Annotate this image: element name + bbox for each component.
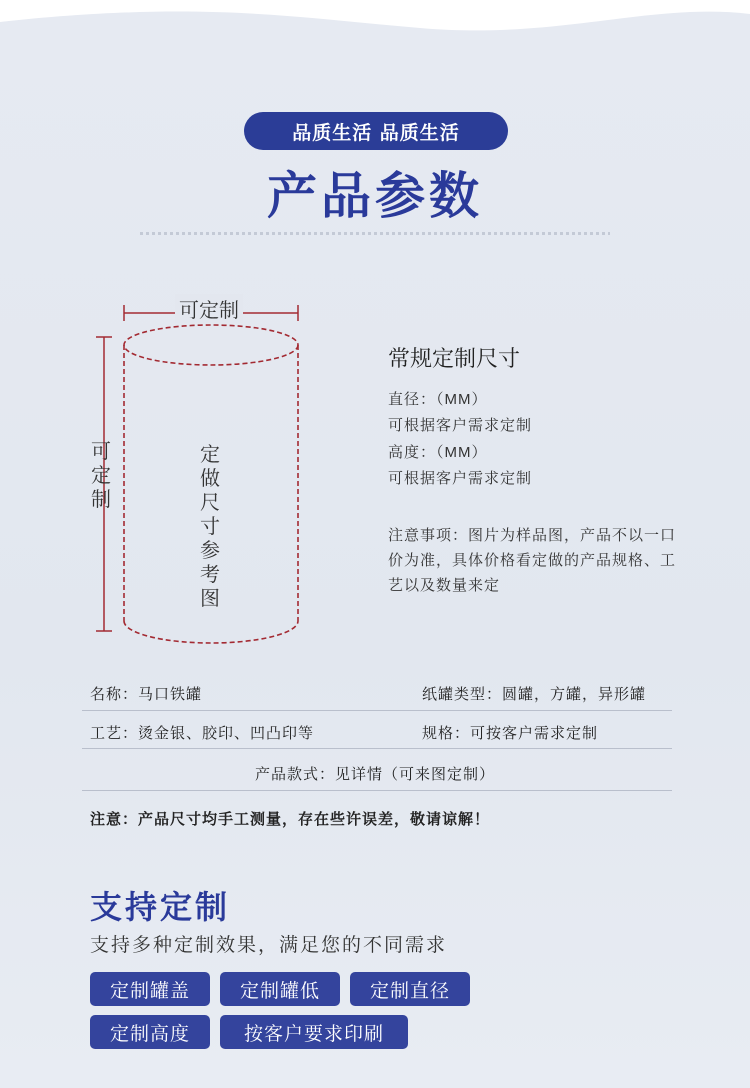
height-label: 可定制 [91, 441, 111, 511]
param-size: 规格：可按客户需求定制 [422, 725, 599, 742]
title-divider [140, 232, 610, 235]
quality-badge: 品质生活 品质生活 [244, 112, 508, 150]
spec-heading: 常规定制尺寸 [388, 346, 521, 371]
spec-notice [388, 523, 728, 598]
param-type: 纸罐类型：圆罐，方罐，异形罐 [422, 686, 647, 703]
top-wave-decoration [0, 0, 750, 60]
param-name: 名称：马口铁罐 [90, 686, 203, 703]
notice-line: 艺以及数量来定 [388, 577, 501, 594]
page-title: 产品参数 [267, 166, 483, 225]
chip-custom-diameter: 定制直径 [350, 972, 470, 1006]
table-divider [82, 710, 672, 711]
notice-line: 价为准，具体价格看定做的产品规格、工 [388, 552, 677, 569]
size-diagram [80, 285, 320, 655]
measurement-notice: 注意：产品尺寸均手工测量，存在些许误差，敬请谅解！ [90, 811, 491, 828]
custom-title: 支持定制 [90, 889, 231, 925]
spec-diameter-note: 可根据客户需求定制 [388, 417, 533, 434]
table-divider [82, 748, 672, 749]
param-craft: 工艺：烫金银、胶印、凹凸印等 [90, 725, 315, 742]
spec-diameter: 直径：（MM） [388, 391, 488, 408]
param-style: 产品款式：见详情（可来图定制） [254, 766, 495, 783]
spec-height-note: 可根据客户需求定制 [388, 470, 533, 487]
chip-custom-print: 按客户要求印刷 [220, 1015, 408, 1049]
chip-custom-height: 定制高度 [90, 1015, 210, 1049]
custom-subtitle: 支持多种定制效果，满足您的不同需求 [90, 935, 448, 956]
table-divider [82, 790, 672, 791]
chip-custom-bottom: 定制罐低 [220, 972, 340, 1006]
notice-line: 注意事项：图片为样品图，产品不以一口 [388, 527, 677, 544]
chip-custom-lid: 定制罐盖 [90, 972, 210, 1006]
reference-label: 定做尺寸参考图 [200, 444, 220, 610]
spec-height: 高度：（MM） [388, 444, 488, 461]
diameter-label: 可定制 [175, 294, 243, 323]
